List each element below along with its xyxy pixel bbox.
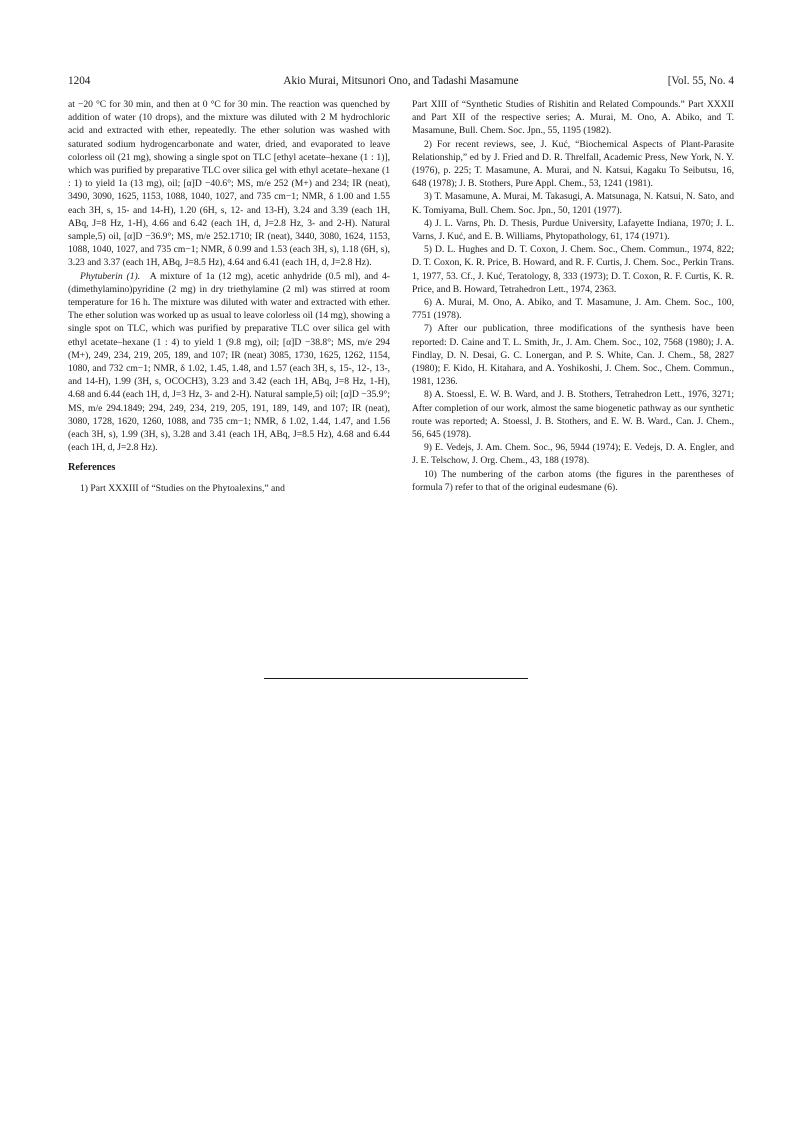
end-of-article-rule xyxy=(264,678,528,679)
author-line: Akio Murai, Mitsunori Ono, and Tadashi Masamune xyxy=(283,75,519,87)
reference-1: 1) Part XXXIII of “Studies on the Phytoalexins,” and xyxy=(80,482,285,494)
reference-2: 2) For recent reviews, see, J. Kuć, “Biochemical Aspects of Plant-Parasite Relationship,” ed by J. Fried and D. R. Threlfall, Academic Press, New York, N. Y. (1976), p. 225; T. Masamune, A. Murai, and N. Katsui, Kagaku To Seibutsu, 16, 648 (1978); J. B. Stothers, Pure Appl. Chem., 53, 1241 (1981). xyxy=(412,138,734,190)
references-heading: References xyxy=(68,462,116,474)
running-header xyxy=(68,74,734,88)
reference-7: 7) After our publication, three modifications of the synthesis have been reported: D. Caine and T. L. Smith, Jr., J. Am. Chem. Soc., 102, 7568 (1980); J. A. Findlay, D. N. Desai, G. C. Lonergan, and P. S. White, Can. J. Chem., 58, 2827 (1980); F. Kido, H. Kitahara, and A. Yoshikoshi, J. Chem. Soc., Chem. Commun., 1981, 1236. xyxy=(412,323,734,388)
reference-10: 10) The numbering of the carbon atoms (the figures in the parentheses of formula 7) refer to that of the original eudesmane (6). xyxy=(412,468,734,493)
phytuberin-label: Phytuberin (1). xyxy=(80,270,141,282)
reference-1-continued: Part XIII of “Synthetic Studies of Rishitin and Related Compounds.” Part XXXII and Part XII of the respective series; A. Murai, M. Ono, A. Abiko, and T. Masamune, Bull. Chem. Soc. Jpn., 55, 1195 (1982). xyxy=(412,99,734,137)
reference-8: 8) A. Stoessl, E. W. B. Ward, and J. B. Stothers, Tetrahedron Lett., 1976, 3271; After completion of our work, almost the same biogenetic pathway as our synthetic route was reported; A. Stoessl, J. B. Stothers, and E. W. B. Ward., Can. J. Chem., 56, 645 (1978). xyxy=(412,389,734,441)
left-column xyxy=(68,98,390,495)
reference-6: 6) A. Murai, M. Ono, A. Abiko, and T. Masamune, J. Am. Chem. Soc., 100, 7751 (1978). xyxy=(412,297,734,322)
experimental-paragraph-phytuberin xyxy=(68,270,390,455)
experimental-paragraph-1a: at −20 °C for 30 min, and then at 0 °C for 30 min. The reaction was quenched by addition of water (10 drops), and the mixture was diluted with 2 M hydrochloric acid and extracted with ether, repeatedly. The ether solution was washed with saturated sodium hydrogencarbonate and water, dried, and evaporated to leave colorless oil (21 mg), showing a single spot on TLC [ethyl acetate–hexane (1 : 1)], which was purified by preparative TLC over silica gel with ethyl acetate–hexane (1 : 1) to yield 1a (13 mg), oil; [α]D −40.6°; MS, m/e 252 (M+) and 234; IR (neat), 3490, 3090, 1625, 1153, 1088, 1040, 1027, and 735 cm−1; NMR, δ 1.00 and 1.55 each 3H, s, 15- and 14-H), 1.20 (6H, s, 12- and 13-H), 3.24 and 3.39 (each 1H, ABq, J=8 Hz, 1-H), 4.66 and 6.42 (each 1H, d, J=2.8 Hz, 3- and 2-H). Natural sample,5) oil, [α]D −36.9°; MS, m/e 252.1710; IR (neat), 3440, 3080, 1624, 1153, 1088, 1040, 1027, and 735 cm−1; NMR, δ 0.99 and 1.53 (each 3H, s), 1.18 (6H, s), 3.23 and 3.37 (each 1H, ABq, J=8.5 Hz), 4.64 and 6.41 (each 1H, d, J=2.8 Hz). xyxy=(68,99,390,269)
phytuberin-text: A mixture of 1a (12 mg), acetic anhydride (0.5 ml), and 4-(dimethylamino)pyridine (2 mg) in dry triethylamine (2 ml) was stirred at room temperature for 16 h. The mixture was diluted with water and extracted with ether. The ether solution was worked up as usual to leave colorless oil (14 mg), showing a single spot on TLC, which was purified by preparative TLC over silica gel with ethyl acetate–hexane (1 : 4) to yield 1 (9.8 mg), oil; [α]D −38.8°; MS, m/e 294 (M+), 249, 234, 219, 205, 189, and 107; IR (neat) 3085, 1730, 1625, 1262, 1154, 1080, and 732 cm−1; NMR, δ 1.02, 1.45, 1.48, and 1.57 (each 3H, s, 15-, 12-, 13-, and 14-H), 1.99 (3H, s, OCOCH3), 3.23 and 3.42 (each 1H, ABq, J=8 Hz, 1-H), 4.68 and 6.44 (each 1H, d, J=3 Hz, 3- and 2-H). Natural sample,5) oil; [α]D −35.9°; MS, m/e 294.1849; 294, 249, 234, 219, 205, 191, 189, 149, and 107; IR (neat), 3080, 1728, 1620, 1260, 1088, and 735 cm−1; NMR, δ 1.02, 1.44, 1.47, and 1.56 (each 3H, s), 1.99 (3H, s), 3.28 and 3.41 (each 1H, ABq, J=8.5 Hz), 4.68 and 6.44 (each 1H, d, J=2.8 Hz). xyxy=(68,270,390,454)
reference-5: 5) D. L. Hughes and D. T. Coxon, J. Chem. Soc., Chem. Commun., 1974, 822; D. T. Coxon, K. R. Price, B. Howard, and R. F. Curtis, J. Chem. Soc., Perkin Trans. 1, 1977, 53. Cf., J. Kuć, Teratology, 8, 333 (1973); D. T. Coxon, R. F. Curtis, K. R. Price, and B. Howard, Tetrahedron Lett., 1974, 2363. xyxy=(412,244,734,295)
page-number: 1204 xyxy=(68,75,91,87)
reference-3: 3) T. Masamune, A. Murai, M. Takasugi, A. Matsunaga, N. Katsui, N. Sato, and K. Tomiyama, Bull. Chem. Soc. Jpn., 50, 1201 (1977). xyxy=(412,191,734,216)
right-column xyxy=(412,98,734,494)
reference-4: 4) J. L. Varns, Ph. D. Thesis, Purdue University, Lafayette Indiana, 1970; J. L. Varns, J. Kuć, and E. B. Williams, Phytopathology, 61, 174 (1971). xyxy=(412,217,734,243)
volume-info: [Vol. 55, No. 4 xyxy=(667,75,734,87)
reference-9: 9) E. Vedejs, J. Am. Chem. Soc., 96, 5944 (1974); E. Vedejs, D. A. Engler, and J. E. Telschow, J. Org. Chem., 43, 188 (1978). xyxy=(412,442,734,467)
